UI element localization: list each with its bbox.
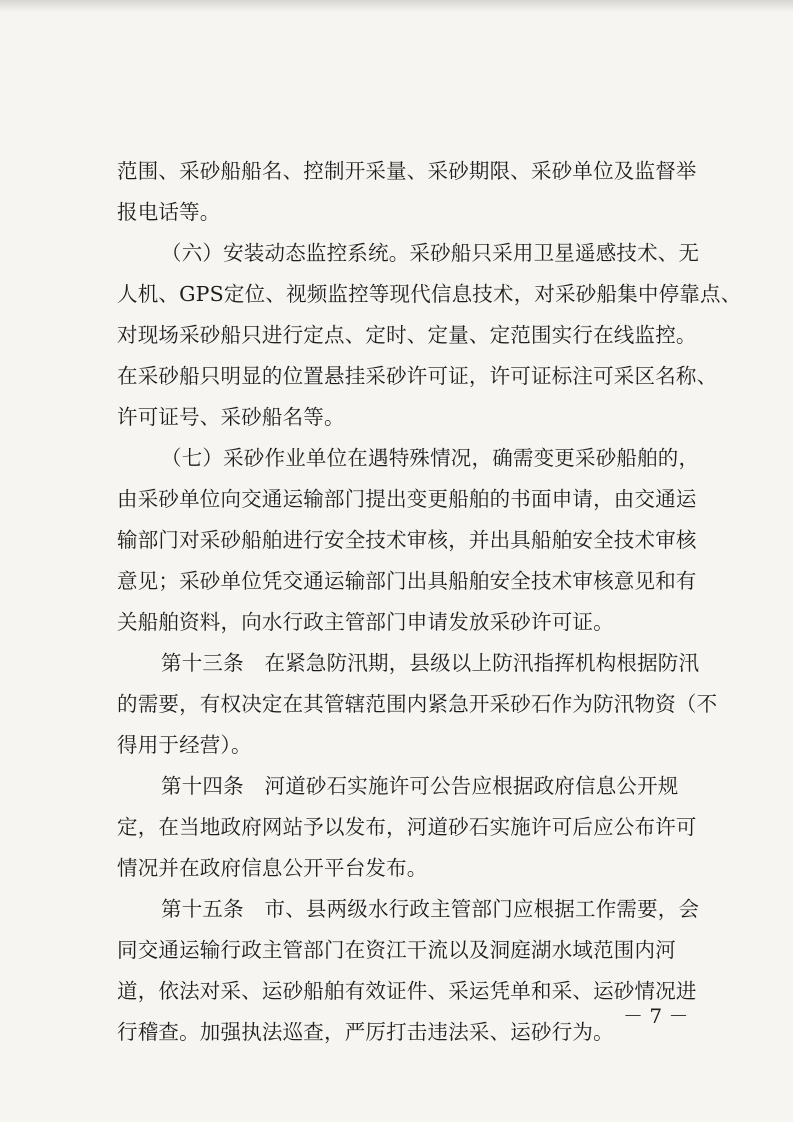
- text-line: 报电话等。: [117, 200, 221, 224]
- text-line: 输部门对采砂船舶进行安全技术审核，并出具船舶安全技术审核: [117, 528, 697, 552]
- text-line: （六）安装动态监控系统。采砂船只采用卫星遥感技术、无: [161, 241, 700, 265]
- text-line: 意见；采砂单位凭交通运输部门出具船舶安全技术审核意见和有: [117, 569, 697, 593]
- text-line: 由采砂单位向交通运输部门提出变更船舶的书面申请，由交通运: [117, 487, 697, 511]
- text-line: 第十五条 市、县两级水行政主管部门应根据工作需要，会: [161, 897, 700, 921]
- text-line: 第十四条 河道砂石实施许可公告应根据政府信息公开规: [161, 774, 679, 798]
- text-line: 范围、采砂船船名、控制开采量、采砂期限、采砂单位及监督举: [117, 159, 697, 183]
- text-line: 许可证号、采砂船名等。: [117, 405, 345, 429]
- text-line: 得用于经营）。: [117, 733, 252, 757]
- text-line: 的需要，有权决定在其管辖范围内紧急开采砂石作为防汛物资（不: [117, 692, 718, 716]
- text-line: 人机、GPS定位、视频监控等现代信息技术，对采砂船集中停靠点、: [117, 282, 742, 306]
- text-line: （七）采砂作业单位在遇特殊情况，确需变更采砂船舶的，: [161, 446, 700, 470]
- text-line: 关船舶资料，向水行政主管部门申请发放采砂许可证。: [117, 610, 614, 634]
- text-line: 道，依法对采、运砂船舶有效证件、采运凭单和采、运砂情况进: [117, 979, 697, 1003]
- text-line: 第十三条 在紧急防汛期，县级以上防汛指挥机构根据防汛: [161, 651, 700, 675]
- text-line: 情况并在政府信息公开平台发布。: [117, 856, 428, 880]
- page-number: － 7 －: [623, 1004, 689, 1028]
- text-line: 行稽查。加强执法巡查，严厉打击违法采、运砂行为。: [117, 1020, 614, 1044]
- text-line: 对现场采砂船只进行定点、定时、定量、定范围实行在线监控。: [117, 323, 697, 347]
- text-line: 同交通运输行政主管部门在资江干流以及洞庭湖水域范围内河: [117, 938, 676, 962]
- text-line: 定，在当地政府网站予以发布，河道砂石实施许可后应公布许可: [117, 815, 697, 839]
- text-line: 在采砂船只明显的位置悬挂采砂许可证，许可证标注可采区名称、: [117, 364, 718, 388]
